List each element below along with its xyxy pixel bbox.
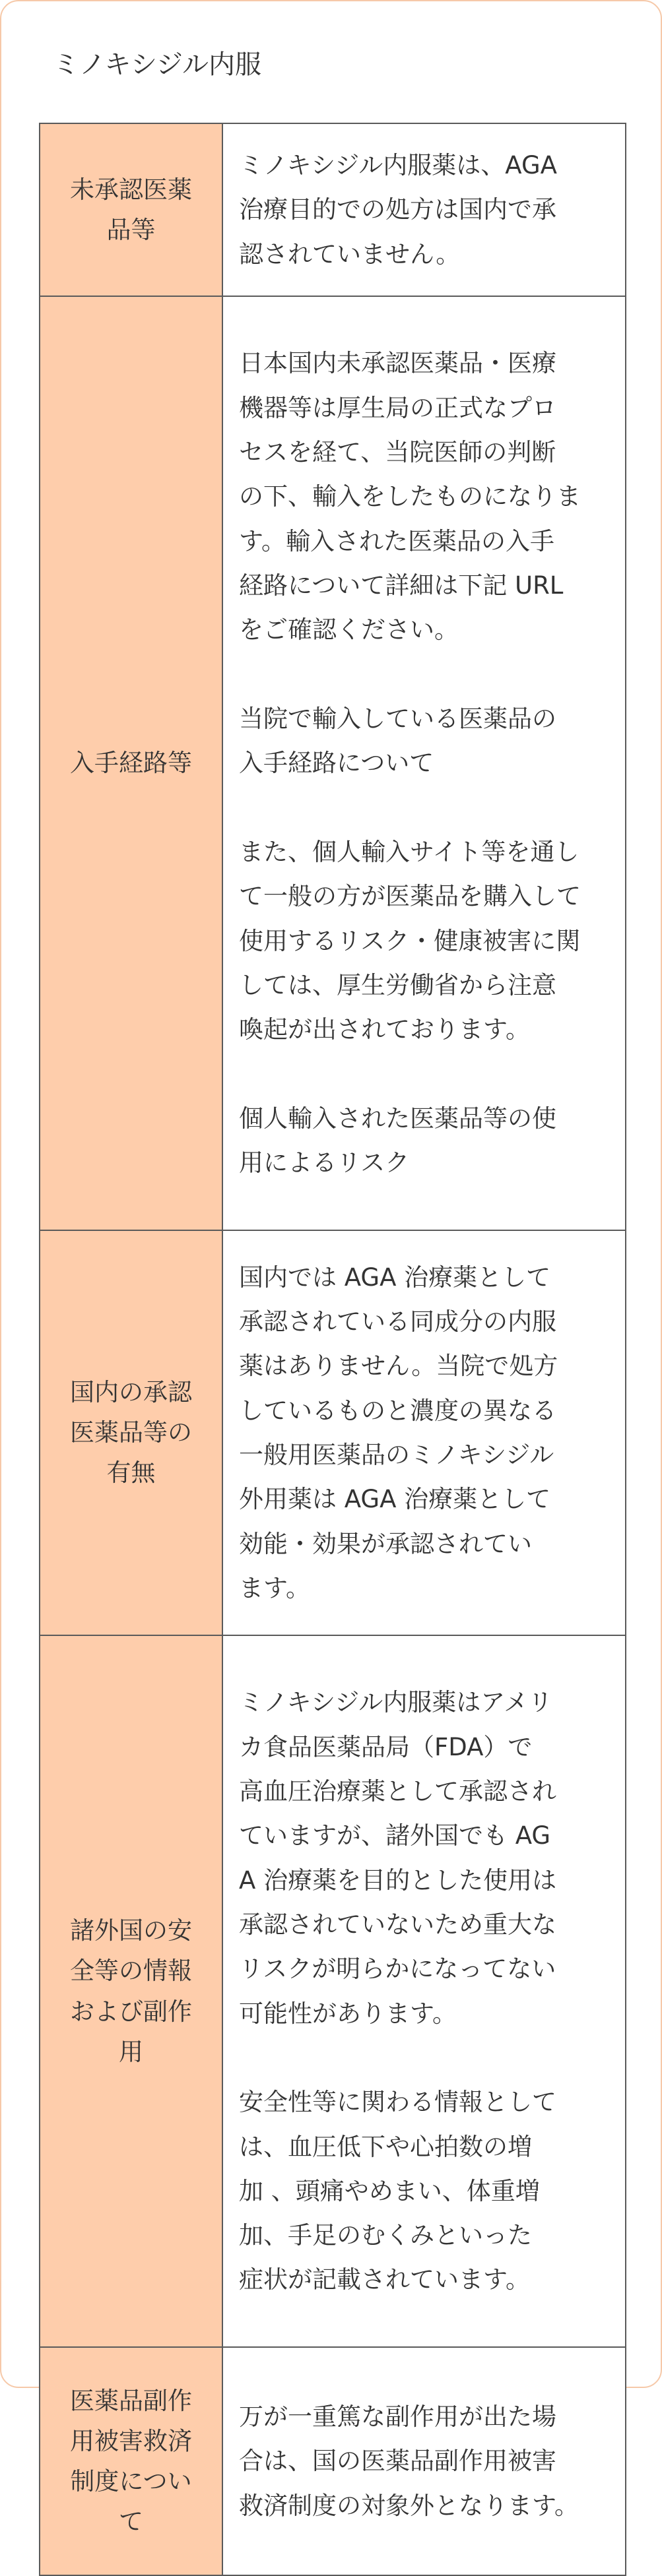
table-row	[40, 2347, 626, 2575]
page-title: ミノキシジル内服	[53, 49, 261, 80]
route-link-text: 当院で輸入している医薬品の 入手経路について	[239, 704, 556, 778]
row-heading: 入手経路等	[70, 749, 192, 778]
row-text: 国内では AGA 治療薬として 承認されている同成分の内服 薬はありません。当院で処方 しているものと濃度の異なる 一般用医薬品のミノキシジル 外用薬は AGA 治療薬として 効能・効果が承認されてい ます。	[239, 1263, 558, 1602]
personal-import-warning-text: また、個人輸入サイト等を通し て一般の方が医薬品を購入して 使用するリスク・健康被害に関 しては、厚生労働省から注意 喚起が出されております。	[239, 837, 581, 1044]
row-heading: 未承認医薬 品等	[70, 175, 192, 244]
row-body-cell	[222, 1635, 626, 2347]
row-body-cell	[222, 2347, 626, 2575]
row-body-cell	[222, 123, 626, 296]
row-heading: 国内の承認 医薬品等の 有無	[70, 1378, 192, 1488]
row-heading-cell	[40, 1230, 222, 1635]
table-row	[40, 123, 626, 296]
route-details-text: 日本国内未承認医薬品・医療 機器等は厚生局の正式なプロ セスを経て、当院医師の判断 の下、輸入をしたものになりま す。輸入された医薬品の入手 経路について詳細は下記 URL をご確認ください。	[239, 349, 581, 644]
table-row	[40, 1635, 626, 2347]
info-table	[39, 123, 626, 2576]
row-heading: 諸外国の安 全等の情報 および副作 用	[70, 1916, 192, 2066]
row-heading-cell	[40, 1635, 222, 2347]
row-body-cell	[222, 1230, 626, 1635]
row-text: ミノキシジル内服薬は、AGA 治療目的での処方は国内で承 認されていません。	[239, 151, 557, 268]
row-heading-cell	[40, 123, 222, 296]
row-heading-cell	[40, 296, 222, 1230]
table-row	[40, 296, 626, 1230]
fda-info-text: ミノキシジル内服薬はアメリ カ食品医薬品局（FDA）で 高血圧治療薬として承認され ていますが、諸外国でも AG A 治療薬を目的とした使用は 承認されていないため重大な リスクが明らかになってない 可能性があります。	[239, 1688, 557, 2028]
row-heading: 医薬品副作 用被害救済 制度につい て	[70, 2387, 192, 2536]
row-heading-cell	[40, 2347, 222, 2575]
table-row	[40, 1230, 626, 1635]
side-effects-text: 安全性等に関わる情報として は、血圧低下や心拍数の増 加 、頭痛やめまい、体重増 加、手足のむくみといった 症状が記載されています。	[239, 2088, 556, 2294]
risk-link-text: 個人輸入された医薬品等の使 用によるリスク	[239, 1104, 556, 1178]
row-body-cell	[222, 296, 626, 1230]
row-text: 万が一重篤な副作用が出た場 合は、国の医薬品副作用被害 救済制度の対象外となります。	[239, 2403, 579, 2520]
